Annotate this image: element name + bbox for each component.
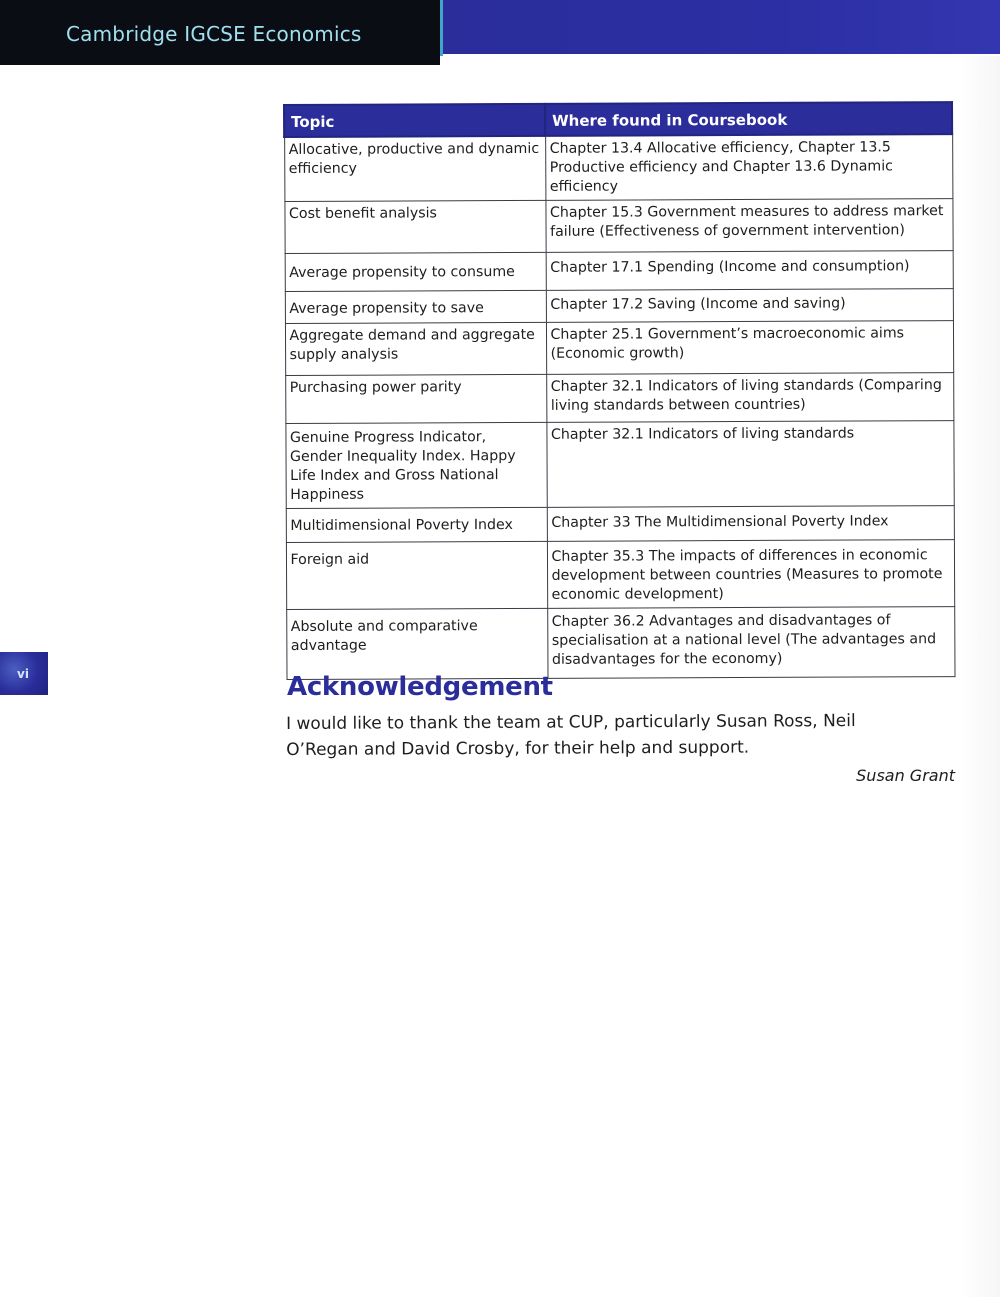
table-row (286, 607, 954, 680)
table-row (286, 506, 954, 543)
header-blue-panel (443, 0, 1000, 54)
table-row (285, 421, 953, 509)
topic-cell: Cost benefit analysis (284, 200, 545, 253)
where-cell: Chapter 32.1 Indicators of living standards (546, 421, 953, 508)
table-row (285, 289, 953, 324)
column-header-where: Where found in Coursebook (545, 102, 952, 136)
topic-cell: Foreign aid (286, 541, 547, 609)
where-cell: Chapter 17.2 Saving (Income and saving) (546, 289, 953, 323)
topic-cell: Absolute and comparative advantage (286, 608, 547, 679)
where-cell: Chapter 36.2 Advantages and disadvantages of specialisation at a national level (The advantages and disadvantages for the economy) (547, 607, 954, 679)
running-header (0, 0, 1000, 65)
where-cell: Chapter 35.3 The impacts of differences in economic development between countries (Measures to promote economic development) (547, 540, 954, 609)
topic-cell: Genuine Progress Indicator, Gender Inequality Index. Happy Life Index and Gross National Happiness (285, 422, 546, 508)
table-row (285, 321, 953, 376)
topic-cell: Multidimensional Poverty Index (286, 507, 547, 542)
topic-cell: Purchasing power parity (285, 374, 546, 423)
page-number: vi (17, 667, 29, 681)
where-cell: Chapter 17.1 Spending (Income and consumption) (546, 251, 953, 291)
table-row (285, 373, 953, 424)
table-row (284, 134, 952, 201)
topic-reference-table (283, 101, 956, 680)
table-header-row (284, 102, 952, 137)
table-row (285, 251, 953, 292)
table-row (286, 540, 954, 610)
book-title: Cambridge IGCSE Economics (66, 22, 362, 46)
acknowledgement-heading: Acknowledgement (287, 672, 553, 702)
topic-cell: Aggregate demand and aggregate supply analysis (285, 322, 546, 375)
table-row (284, 199, 952, 254)
topic-cell: Allocative, productive and dynamic efficiency (284, 136, 545, 202)
acknowledgement-signature: Susan Grant (856, 766, 955, 785)
where-cell: Chapter 15.3 Government measures to address market failure (Effectiveness of government intervention) (545, 199, 952, 253)
topic-cell: Average propensity to save (285, 290, 546, 323)
page-edge-shade (960, 56, 1000, 1297)
where-cell: Chapter 32.1 Indicators of living standards (Comparing living standards between countries) (546, 373, 953, 423)
where-cell: Chapter 13.4 Allocative efficiency, Chapter 13.5 Productive efficiency and Chapter 13.6 Dynamic efficiency (545, 134, 952, 200)
topic-cell: Average propensity to consume (285, 252, 546, 291)
page-number-tab (0, 652, 48, 695)
topic-table-wrapper (283, 101, 956, 680)
column-header-topic: Topic (284, 104, 545, 137)
acknowledgement-body: I would like to thank the team at CUP, particularly Susan Ross, Neil O’Regan and David Crosby, for their help and support. (286, 711, 856, 760)
where-cell: Chapter 25.1 Government’s macroeconomic aims (Economic growth) (546, 321, 953, 375)
where-cell: Chapter 33 The Multidimensional Poverty Index (547, 506, 954, 542)
